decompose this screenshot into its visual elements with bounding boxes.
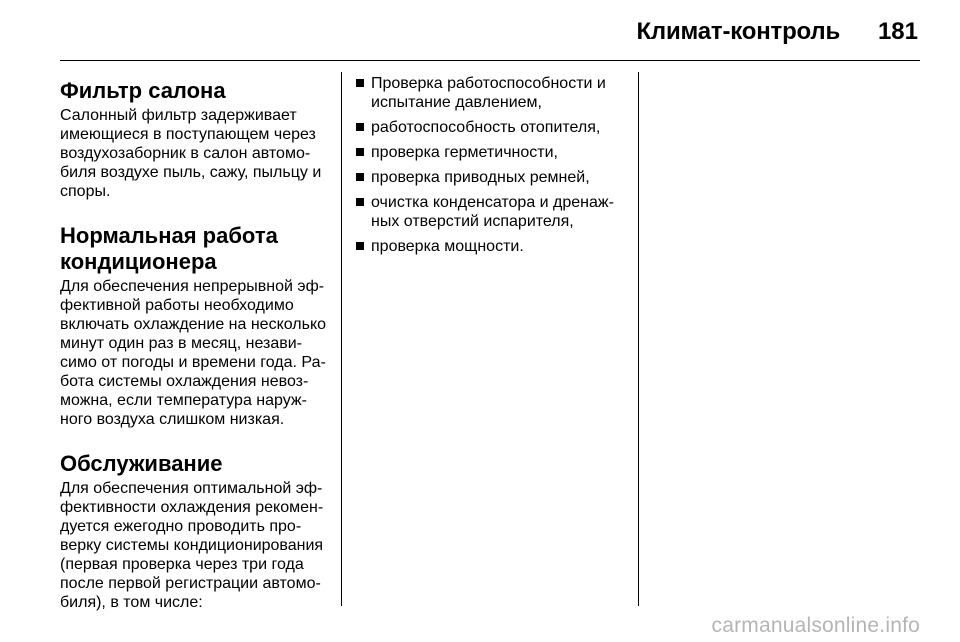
square-bullet-icon [356, 198, 364, 206]
list-item-text: проверка герметичности, [371, 144, 558, 161]
list-item [355, 74, 629, 112]
square-bullet-icon [356, 173, 364, 181]
list-item-text: Проверка работоспособности и испытание давлением, [371, 75, 606, 111]
section-heading: Нормальная работа кондиционера [60, 223, 278, 274]
list-item-text: проверка мощности. [371, 238, 524, 255]
square-bullet-icon [356, 79, 364, 87]
section-maintenance [60, 451, 332, 612]
page-header-title: Климат-контроль [636, 18, 840, 45]
list-item-text: работоспособность отопителя, [371, 119, 601, 136]
section-normal-ac-operation [60, 223, 332, 429]
square-bullet-icon [356, 148, 364, 156]
section-text: Для обеспечения непрерывной эф-фективной работы необходимо включать охлаждение на несколько минут один раз в месяц, незави-симо от погоды и времени года. Ра-бота системы охлаждения невоз-можна, если температура наруж-ного воздуха слишком низкая. [60, 278, 327, 428]
list-item [355, 118, 629, 137]
square-bullet-icon [356, 123, 364, 131]
square-bullet-icon [356, 242, 364, 250]
list-item-text: проверка приводных ремней, [371, 169, 590, 186]
list-item [355, 193, 629, 231]
section-text: Салонный фильтр задерживает имеющиеся в поступающем через воздухозаборник в салон автомо-биля воздухе пыль, сажу, пыльцу и споры. [60, 107, 322, 200]
section-heading: Обслуживание [60, 451, 223, 476]
section-text: Для обеспечения оптимальной эф-фективности охлаждения рекомен-дуется ежегодно проводить про-верку системы кондиционирования (первая проверка через три года после первой регистрации автомо-биля), в том числе: [60, 480, 324, 611]
column-divider [638, 72, 639, 606]
column-divider [341, 72, 342, 606]
list-item [355, 168, 629, 187]
list-item [355, 143, 629, 162]
left-column [60, 78, 332, 634]
list-item [355, 237, 629, 256]
section-heading: Фильтр салона [60, 78, 226, 103]
list-item-text: очистка конденсатора и дренаж-ных отверстий испарителя, [371, 194, 614, 230]
maintenance-checklist [355, 74, 629, 262]
header-divider [60, 60, 920, 61]
watermark: carmanualsonline.info [711, 614, 920, 637]
section-cabin-filter [60, 78, 332, 201]
page-number: 181 [877, 18, 918, 45]
